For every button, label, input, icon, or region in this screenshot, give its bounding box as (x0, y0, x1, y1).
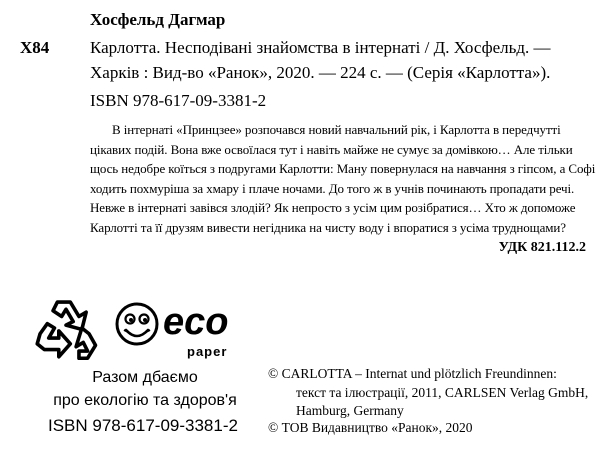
slogan-line-2: про екологію та здоров'я (53, 392, 237, 409)
recycle-icon (30, 292, 102, 364)
copyright-line-3: Hamburg, Germany (296, 403, 404, 418)
slogan-line-1: Разом дбаємо (92, 369, 198, 386)
eco-word: eco (163, 301, 229, 343)
smiley-icon (117, 304, 157, 344)
isbn-bottom: ISBN 978-617-09-3381-2 (48, 416, 238, 435)
eco-logos (20, 290, 260, 365)
abstract-line: Карлотті та її друзям вивести негідника на чисту воду і впоратися з усіма труднощами? (90, 219, 566, 235)
udk-code: УДК 821.112.2 (498, 240, 586, 255)
abstract-line: цікавих подій. Вона вже освоїлася тут і навіть майже не сумує за домівкою… Але тільки (90, 141, 573, 157)
shelf-mark: Х84 (20, 38, 50, 57)
copyright-line-4: © ТОВ Видавництво «Ранок», 2020 (268, 420, 473, 435)
abstract-line: Невже в інтернаті завівся злодій? Як непросто з усім цим розібратися… Хто ж допоможе (90, 200, 576, 215)
book-abstract (90, 120, 596, 237)
isbn-top: ISBN 978-617-09-3381-2 (90, 91, 267, 110)
bibliographic-line-2: Харків : Вид-во «Ранок», 2020. — 224 с. — (Серія «Карлотта»). (90, 63, 551, 82)
author-name: Хосфельд Дагмар (90, 10, 226, 29)
paper-word: paper (187, 344, 228, 359)
copyright-line-1: © CARLOTTA – Internat und plötzlich Freundinnen: (268, 366, 557, 381)
copyright-line-2: текст та ілюстрації, 2011, CARLSEN Verlag GmbH, (296, 385, 589, 400)
abstract-line: ходить похмуріша за хмару і плаче ночами. До того ж в учнів починають пропадати речі. (90, 180, 575, 196)
eco-paper-logo (115, 290, 260, 365)
abstract-line: щось недобре коїться з подругами Карлотти: Ману повернулася на навчання з гіпсом, а Софі (90, 161, 596, 176)
abstract-line: В інтернаті «Принцзее» розпочався новий навчальний рік, і Карлотта в передчутті (112, 122, 561, 137)
bibliographic-line-1: Карлотта. Несподівані знайомства в інтернаті / Д. Хосфельд. — (90, 38, 551, 57)
